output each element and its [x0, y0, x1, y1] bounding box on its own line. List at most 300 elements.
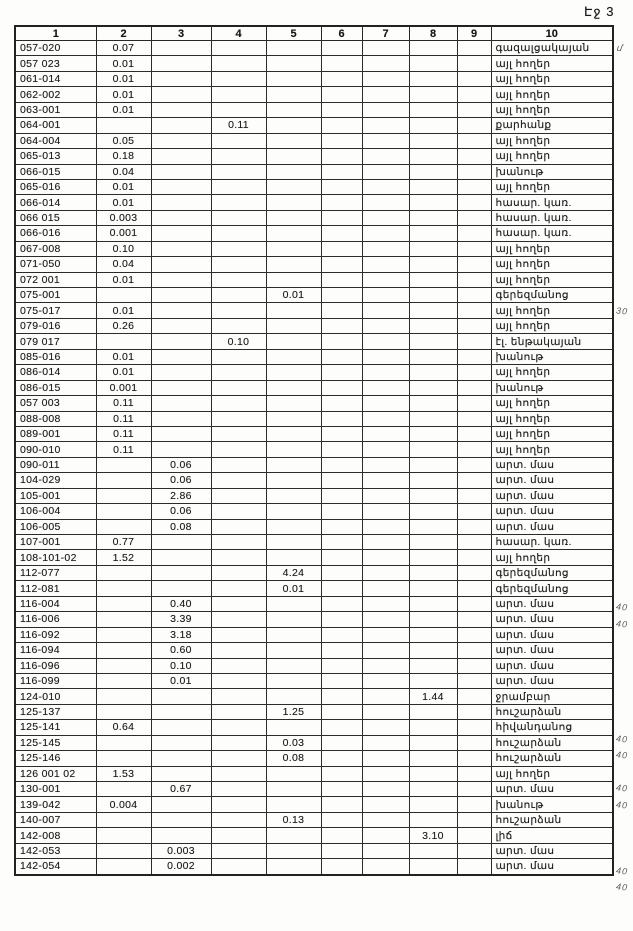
value-cell: [409, 149, 457, 164]
value-cell: [362, 766, 409, 781]
table-row: [15, 797, 613, 812]
table-row: [15, 349, 613, 364]
parcel-code-cell: 064-004: [15, 133, 96, 148]
value-cell: [409, 550, 457, 565]
value-cell: [266, 627, 321, 642]
value-cell: [321, 535, 362, 550]
value-cell: [321, 118, 362, 133]
value-cell: [151, 41, 211, 56]
land-use-cell: հիվանդանոց: [491, 720, 613, 735]
value-cell: [321, 704, 362, 719]
land-use-cell: այլ հողեր: [491, 550, 613, 565]
value-cell: 0.10: [96, 241, 151, 256]
value-cell: 0.06: [151, 473, 211, 488]
margin-annotation: մ: [615, 42, 624, 54]
value-cell: [211, 581, 266, 596]
value-cell: [457, 643, 491, 658]
value-cell: 0.08: [151, 519, 211, 534]
value-cell: [211, 720, 266, 735]
parcel-code-cell: 116-099: [15, 673, 96, 688]
value-cell: [362, 179, 409, 194]
value-cell: [457, 843, 491, 858]
value-cell: [211, 195, 266, 210]
value-cell: [362, 519, 409, 534]
value-cell: [211, 828, 266, 843]
table-row: [15, 704, 613, 719]
value-cell: [409, 56, 457, 71]
value-cell: [211, 149, 266, 164]
parcel-code-cell: 064-001: [15, 118, 96, 133]
value-cell: 3.10: [409, 828, 457, 843]
value-cell: [266, 504, 321, 519]
value-cell: [409, 473, 457, 488]
land-use-cell: հուշարձան: [491, 704, 613, 719]
value-cell: [96, 473, 151, 488]
land-use-cell: հուշարձան: [491, 812, 613, 827]
table-row: [15, 596, 613, 611]
table-body: [15, 41, 613, 875]
table-row: [15, 565, 613, 580]
value-cell: [409, 118, 457, 133]
value-cell: [211, 71, 266, 86]
value-cell: [409, 859, 457, 875]
value-cell: [409, 380, 457, 395]
value-cell: [457, 535, 491, 550]
land-use-cell: գազալցակայան: [491, 41, 613, 56]
value-cell: [96, 118, 151, 133]
land-use-cell: այլ հողեր: [491, 365, 613, 380]
land-use-cell: արտ. մաս: [491, 488, 613, 503]
value-cell: [151, 812, 211, 827]
value-cell: [211, 689, 266, 704]
margin-annotation: 40: [615, 733, 629, 745]
value-cell: [362, 442, 409, 457]
table-row: [15, 226, 613, 241]
value-cell: [409, 334, 457, 349]
parcel-code-cell: 124-010: [15, 689, 96, 704]
value-cell: [266, 272, 321, 287]
parcel-code-cell: 067-008: [15, 241, 96, 256]
value-cell: [457, 396, 491, 411]
value-cell: 0.60: [151, 643, 211, 658]
margin-annotation: 40: [615, 864, 629, 877]
value-cell: [362, 318, 409, 333]
land-use-cell: արտ. մաս: [491, 782, 613, 797]
value-cell: [266, 550, 321, 565]
value-cell: [362, 210, 409, 225]
value-cell: [211, 797, 266, 812]
value-cell: [362, 488, 409, 503]
value-cell: [362, 565, 409, 580]
parcel-code-cell: 125-137: [15, 704, 96, 719]
value-cell: [362, 334, 409, 349]
value-cell: [266, 303, 321, 318]
land-use-cell: արտ. մաս: [491, 658, 613, 673]
value-cell: [321, 797, 362, 812]
value-cell: 0.11: [96, 411, 151, 426]
parcel-code-cell: 116-094: [15, 643, 96, 658]
value-cell: [96, 581, 151, 596]
parcel-code-cell: 057-020: [15, 41, 96, 56]
value-cell: [362, 812, 409, 827]
value-cell: [362, 627, 409, 642]
value-cell: [457, 365, 491, 380]
value-cell: [321, 504, 362, 519]
parcel-code-cell: 106-004: [15, 504, 96, 519]
value-cell: [457, 658, 491, 673]
value-cell: [211, 442, 266, 457]
value-cell: [211, 56, 266, 71]
value-cell: [211, 303, 266, 318]
parcel-code-cell: 085-016: [15, 349, 96, 364]
table-row: [15, 56, 613, 71]
value-cell: [151, 179, 211, 194]
value-cell: [409, 612, 457, 627]
margin-annotation: 40: [615, 601, 629, 613]
table-row: [15, 365, 613, 380]
value-cell: [266, 318, 321, 333]
value-cell: [409, 797, 457, 812]
table-row: [15, 195, 613, 210]
column-header: 3: [151, 26, 211, 41]
value-cell: [409, 457, 457, 472]
value-cell: [362, 226, 409, 241]
value-cell: [457, 673, 491, 688]
value-cell: [266, 380, 321, 395]
value-cell: [211, 164, 266, 179]
value-cell: [321, 550, 362, 565]
value-cell: 0.13: [266, 812, 321, 827]
value-cell: [409, 288, 457, 303]
land-use-cell: արտ. մաս: [491, 843, 613, 858]
value-cell: [151, 380, 211, 395]
value-cell: [211, 843, 266, 858]
parcel-code-cell: 066-015: [15, 164, 96, 179]
value-cell: [266, 396, 321, 411]
margin-annotation: 40: [615, 782, 629, 794]
table-row: [15, 550, 613, 565]
value-cell: [211, 643, 266, 658]
value-cell: [151, 720, 211, 735]
value-cell: [457, 828, 491, 843]
value-cell: [457, 179, 491, 194]
value-cell: [151, 735, 211, 750]
value-cell: [151, 257, 211, 272]
value-cell: 0.004: [96, 797, 151, 812]
value-cell: [211, 782, 266, 797]
value-cell: [266, 164, 321, 179]
value-cell: [151, 565, 211, 580]
value-cell: 0.10: [151, 658, 211, 673]
value-cell: [409, 442, 457, 457]
value-cell: 0.003: [151, 843, 211, 858]
value-cell: [211, 210, 266, 225]
table-row: [15, 149, 613, 164]
value-cell: [409, 673, 457, 688]
land-use-cell: արտ. մաս: [491, 504, 613, 519]
value-cell: [409, 535, 457, 550]
value-cell: [409, 71, 457, 86]
value-cell: 1.52: [96, 550, 151, 565]
value-cell: [96, 519, 151, 534]
value-cell: 0.08: [266, 751, 321, 766]
value-cell: [409, 396, 457, 411]
value-cell: [457, 71, 491, 86]
parcel-code-cell: 057 023: [15, 56, 96, 71]
value-cell: [211, 288, 266, 303]
page-number-label: Էջ 3: [584, 4, 615, 19]
value-cell: [409, 720, 457, 735]
value-cell: [457, 102, 491, 117]
parcel-code-cell: 079 017: [15, 334, 96, 349]
value-cell: [211, 658, 266, 673]
value-cell: [362, 102, 409, 117]
value-cell: [151, 195, 211, 210]
value-cell: [321, 179, 362, 194]
table-row: [15, 288, 613, 303]
value-cell: [409, 226, 457, 241]
value-cell: [211, 704, 266, 719]
value-cell: [457, 565, 491, 580]
land-use-cell: հուշարձան: [491, 751, 613, 766]
value-cell: [409, 179, 457, 194]
value-cell: [321, 102, 362, 117]
parcel-code-cell: 116-096: [15, 658, 96, 673]
land-use-cell: այլ հողեր: [491, 102, 613, 117]
table-row: [15, 735, 613, 750]
value-cell: [362, 87, 409, 102]
value-cell: [457, 195, 491, 210]
table-row: [15, 241, 613, 256]
column-header: 9: [457, 26, 491, 41]
land-use-cell: հասար. կառ.: [491, 195, 613, 210]
value-cell: [321, 643, 362, 658]
value-cell: [266, 365, 321, 380]
value-cell: [409, 272, 457, 287]
value-cell: 0.07: [96, 41, 151, 56]
table-row: [15, 643, 613, 658]
value-cell: [151, 102, 211, 117]
value-cell: [409, 133, 457, 148]
table-row: [15, 102, 613, 117]
parcel-code-cell: 142-053: [15, 843, 96, 858]
value-cell: [321, 349, 362, 364]
value-cell: [362, 473, 409, 488]
value-cell: [457, 241, 491, 256]
value-cell: [409, 812, 457, 827]
parcel-code-cell: 108-101-02: [15, 550, 96, 565]
land-registry-table: [14, 25, 614, 876]
value-cell: [321, 272, 362, 287]
value-cell: [151, 550, 211, 565]
value-cell: 0.001: [96, 226, 151, 241]
value-cell: [266, 118, 321, 133]
land-use-cell: այլ հողեր: [491, 133, 613, 148]
value-cell: [362, 673, 409, 688]
value-cell: [211, 535, 266, 550]
land-use-cell: խանութ: [491, 380, 613, 395]
value-cell: [266, 87, 321, 102]
value-cell: [457, 318, 491, 333]
value-cell: [266, 519, 321, 534]
value-cell: 0.03: [266, 735, 321, 750]
value-cell: [96, 828, 151, 843]
value-cell: [151, 426, 211, 441]
value-cell: [151, 828, 211, 843]
value-cell: [266, 241, 321, 256]
value-cell: [409, 426, 457, 441]
value-cell: [211, 766, 266, 781]
parcel-code-cell: 105-001: [15, 488, 96, 503]
value-cell: [211, 565, 266, 580]
value-cell: [151, 704, 211, 719]
value-cell: [321, 426, 362, 441]
value-cell: [362, 149, 409, 164]
table-row: [15, 843, 613, 858]
value-cell: [321, 149, 362, 164]
value-cell: [96, 658, 151, 673]
value-cell: [457, 41, 491, 56]
table-row: [15, 581, 613, 596]
value-cell: 0.04: [96, 257, 151, 272]
parcel-code-cell: 062-002: [15, 87, 96, 102]
value-cell: [96, 751, 151, 766]
value-cell: [266, 689, 321, 704]
value-cell: [211, 411, 266, 426]
value-cell: [409, 504, 457, 519]
table-row: [15, 133, 613, 148]
value-cell: [457, 720, 491, 735]
table-header-row: [15, 26, 613, 41]
land-use-cell: արտ. մաս: [491, 627, 613, 642]
parcel-code-cell: 075-001: [15, 288, 96, 303]
table-row: [15, 334, 613, 349]
value-cell: [409, 519, 457, 534]
parcel-code-cell: 130-001: [15, 782, 96, 797]
value-cell: [321, 627, 362, 642]
parcel-code-cell: 086-015: [15, 380, 96, 395]
table-row: [15, 41, 613, 56]
value-cell: [321, 442, 362, 457]
value-cell: [321, 41, 362, 56]
parcel-code-cell: 072 001: [15, 272, 96, 287]
value-cell: 0.18: [96, 149, 151, 164]
value-cell: [362, 241, 409, 256]
value-cell: [321, 766, 362, 781]
value-cell: [266, 41, 321, 56]
value-cell: [362, 720, 409, 735]
value-cell: [211, 627, 266, 642]
value-cell: 4.24: [266, 565, 321, 580]
margin-annotation: 40: [615, 881, 629, 893]
parcel-code-cell: 088-008: [15, 411, 96, 426]
value-cell: [321, 210, 362, 225]
land-use-cell: այլ հողեր: [491, 272, 613, 287]
table-row: [15, 396, 613, 411]
value-cell: [362, 56, 409, 71]
value-cell: [409, 581, 457, 596]
value-cell: [96, 596, 151, 611]
margin-annotation: 40: [615, 749, 629, 761]
value-cell: [321, 843, 362, 858]
column-header: 5: [266, 26, 321, 41]
value-cell: [96, 673, 151, 688]
value-cell: [266, 349, 321, 364]
table-row: [15, 766, 613, 781]
value-cell: [321, 411, 362, 426]
column-header: 7: [362, 26, 409, 41]
value-cell: [457, 627, 491, 642]
parcel-code-cell: 075-017: [15, 303, 96, 318]
value-cell: [96, 627, 151, 642]
land-use-cell: արտ. մաս: [491, 859, 613, 875]
value-cell: 2.86: [151, 488, 211, 503]
table-row: [15, 411, 613, 426]
value-cell: 0.11: [96, 396, 151, 411]
value-cell: [266, 643, 321, 658]
table-row: [15, 318, 613, 333]
value-cell: [457, 288, 491, 303]
column-header: 4: [211, 26, 266, 41]
value-cell: 0.05: [96, 133, 151, 148]
value-cell: 0.01: [96, 365, 151, 380]
value-cell: [151, 689, 211, 704]
value-cell: [211, 272, 266, 287]
value-cell: [409, 766, 457, 781]
value-cell: [457, 812, 491, 827]
land-use-cell: հասար. կառ.: [491, 210, 613, 225]
value-cell: [457, 689, 491, 704]
parcel-code-cell: 071-050: [15, 257, 96, 272]
value-cell: 0.64: [96, 720, 151, 735]
value-cell: [362, 581, 409, 596]
land-use-cell: այլ հողեր: [491, 56, 613, 71]
value-cell: [362, 457, 409, 472]
value-cell: [96, 859, 151, 875]
value-cell: [457, 704, 491, 719]
value-cell: 0.11: [211, 118, 266, 133]
value-cell: [457, 118, 491, 133]
value-cell: [211, 380, 266, 395]
land-use-cell: այլ հողեր: [491, 318, 613, 333]
value-cell: [409, 565, 457, 580]
value-cell: [409, 704, 457, 719]
table-row: [15, 488, 613, 503]
value-cell: [266, 133, 321, 148]
value-cell: [151, 87, 211, 102]
value-cell: [321, 735, 362, 750]
value-cell: [457, 596, 491, 611]
parcel-code-cell: 142-008: [15, 828, 96, 843]
value-cell: [151, 411, 211, 426]
value-cell: [96, 504, 151, 519]
value-cell: [151, 318, 211, 333]
parcel-code-cell: 086-014: [15, 365, 96, 380]
parcel-code-cell: 104-029: [15, 473, 96, 488]
value-cell: 0.26: [96, 318, 151, 333]
table-row: [15, 751, 613, 766]
parcel-code-cell: 065-013: [15, 149, 96, 164]
value-cell: 3.39: [151, 612, 211, 627]
value-cell: [151, 56, 211, 71]
value-cell: [211, 226, 266, 241]
value-cell: 0.01: [96, 195, 151, 210]
value-cell: [151, 365, 211, 380]
table-row: [15, 380, 613, 395]
value-cell: [266, 102, 321, 117]
land-use-cell: գերեզմանոց: [491, 581, 613, 596]
value-cell: 0.40: [151, 596, 211, 611]
